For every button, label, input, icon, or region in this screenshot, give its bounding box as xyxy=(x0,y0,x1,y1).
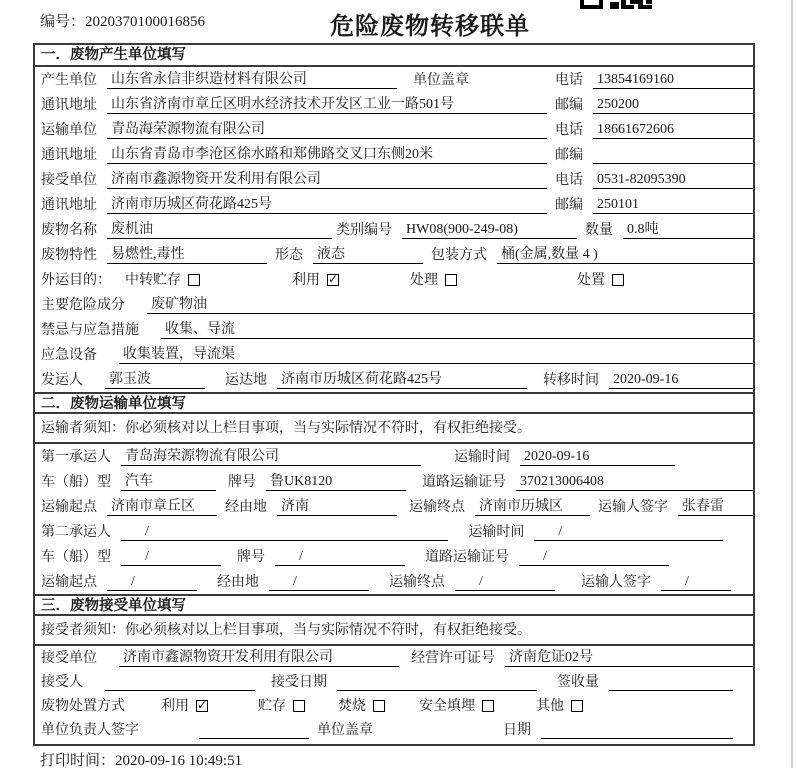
field-value: 18661672606 xyxy=(593,122,753,139)
field-label: 主要危险成分 xyxy=(41,298,125,313)
field-value: 收集、导流 xyxy=(161,318,753,339)
field-label: 单位盖章 xyxy=(317,723,373,738)
field-label: 道路运输证号 xyxy=(425,550,509,565)
field-label: 接受日期 xyxy=(271,675,327,690)
field-label: 单位盖章 xyxy=(413,73,469,88)
form-row-emergency-equipment xyxy=(41,342,753,367)
field-label: 牌号 xyxy=(237,550,265,565)
field-value: 250101 xyxy=(593,197,753,214)
qr-code-fragment-icon xyxy=(580,0,652,9)
section3-notice: 接受者须知：你必须核对以上栏目事项，当与实际情况不符时，有权拒绝接受。 xyxy=(35,616,753,646)
field-label: 产生单位 xyxy=(41,73,97,88)
field-label: 经由地 xyxy=(225,500,267,515)
field-label: 日期 xyxy=(503,723,531,738)
form-row-vehicle-type xyxy=(41,469,753,494)
form-row-shipper xyxy=(41,367,753,392)
form-row-vehicle-type-2 xyxy=(41,544,753,569)
checkbox-label: 处置 xyxy=(577,273,605,288)
field-label: 经由地 xyxy=(217,575,259,590)
field-label: 接受单位 xyxy=(41,651,97,666)
checkbox-option-utilize xyxy=(292,269,339,289)
field-label: 运达地 xyxy=(225,373,267,388)
field-value: 济南市鑫源物资开发利用有限公司 xyxy=(119,646,399,667)
field-label: 运输终点 xyxy=(409,500,465,515)
field-value: 13854169160 xyxy=(593,72,753,89)
field-value: 山东省青岛市李沧区徐水路和郑佛路交叉口东侧20米 xyxy=(107,143,547,164)
checkbox-option-incinerate xyxy=(338,695,385,715)
field-value: 青岛海荣源物流有限公司 xyxy=(121,445,421,466)
field-label: 包装方式 xyxy=(431,248,487,263)
field-label: 邮编 xyxy=(555,198,583,213)
field-value: 鲁UK8120 xyxy=(266,470,406,491)
section1-body xyxy=(35,67,753,392)
field-label: 发运人 xyxy=(41,373,83,388)
field-value: 370213006408 xyxy=(516,474,753,491)
checkbox-option-dispose xyxy=(577,269,624,289)
field-label: 运输单位 xyxy=(41,123,97,138)
field-value: / xyxy=(269,574,369,591)
checkbox-icon xyxy=(327,274,339,286)
form-row-transport-route-2 xyxy=(41,569,753,594)
field-label: 数量 xyxy=(585,223,613,238)
checkbox-label: 利用 xyxy=(161,699,189,714)
field-value xyxy=(541,722,733,739)
field-label: 运输起点 xyxy=(41,575,97,590)
field-value: / xyxy=(121,524,448,541)
checkbox-mark: ✓ xyxy=(197,698,208,712)
form-row-hazard-component xyxy=(41,292,753,317)
field-label: 外运目的： xyxy=(41,273,111,288)
checkbox-option-landfill xyxy=(419,695,494,715)
checkbox-option-treat xyxy=(410,269,457,289)
serial-value: 2020370100016856 xyxy=(85,14,206,30)
field-value: 液态 xyxy=(313,243,423,264)
field-value: 0531-82095390 xyxy=(593,172,753,189)
field-value: 济南市鑫源物资开发利用有限公司 xyxy=(107,168,547,189)
manifest-form xyxy=(33,43,755,746)
field-label: 形态 xyxy=(275,248,303,263)
field-label: 电话 xyxy=(555,73,583,88)
section3-body xyxy=(35,646,753,742)
field-value: 桶(金属,数量 4 ) xyxy=(497,243,753,264)
field-value: 山东省济南市章丘区明水经济技术开发区工业一路501号 xyxy=(107,93,547,114)
field-label: 运输人签字 xyxy=(598,500,668,515)
form-row-first-carrier xyxy=(41,444,753,469)
checkbox-option-utilize xyxy=(161,695,208,715)
field-value: 济南市历城区荷花路425号 xyxy=(107,193,547,214)
checkbox-label: 中转贮存 xyxy=(125,273,181,288)
field-label: 废物名称 xyxy=(41,223,97,238)
checkbox-label: 贮存 xyxy=(258,699,286,714)
checkbox-icon xyxy=(188,274,200,286)
form-row-accept-person xyxy=(41,670,753,694)
field-value: 济南市历城区 xyxy=(475,495,590,516)
field-label: 转移时间 xyxy=(543,373,599,388)
field-value: 废机油 xyxy=(107,218,332,239)
field-value: 250200 xyxy=(593,97,753,114)
field-value: 济南 xyxy=(277,495,397,516)
field-value: / xyxy=(121,549,221,566)
form-row-producer xyxy=(41,67,753,92)
field-label: 车（船）型 xyxy=(41,475,111,490)
field-value xyxy=(105,674,255,691)
field-value: / xyxy=(661,574,731,591)
page-edge-line xyxy=(791,0,793,768)
field-label: 废物处置方式 xyxy=(41,699,125,714)
form-row-transporter xyxy=(41,117,753,142)
field-label: 第二承运人 xyxy=(41,525,111,540)
checkbox-icon xyxy=(293,700,305,712)
field-label: 运输起点 xyxy=(41,500,97,515)
field-value: 郭玉波 xyxy=(105,368,205,389)
checkbox-label: 其他 xyxy=(536,699,564,714)
form-row-receiver-address xyxy=(41,192,753,217)
field-value: / xyxy=(455,574,555,591)
field-value: / xyxy=(275,549,405,566)
field-label: 禁忌与应急措施 xyxy=(41,323,139,338)
form-row-accept-unit xyxy=(41,646,753,670)
form-row-producer-address xyxy=(41,92,753,117)
field-value: 易燃性,毒性 xyxy=(107,243,267,264)
field-label: 邮编 xyxy=(555,98,583,113)
checkbox-label: 焚烧 xyxy=(338,699,366,714)
section2-body xyxy=(35,444,753,594)
form-row-second-carrier xyxy=(41,519,753,544)
field-value: 张春雷 xyxy=(678,495,753,516)
field-value: 济南市历城区荷花路425号 xyxy=(277,368,527,389)
section2-heading: 二．废物运输单位填写 xyxy=(35,392,753,414)
field-label: 电话 xyxy=(555,123,583,138)
checkbox-icon xyxy=(373,700,385,712)
checkbox-icon xyxy=(612,274,624,286)
checkbox-icon xyxy=(445,274,457,286)
field-label: 签收量 xyxy=(557,675,599,690)
form-row-waste-property xyxy=(41,242,753,267)
field-value: 山东省永信非织造材料有限公司 xyxy=(107,68,397,89)
form-row-responsible-signature xyxy=(41,718,753,742)
field-value: 废矿物油 xyxy=(147,293,753,314)
print-time-line xyxy=(40,749,242,768)
form-row-disposal-method xyxy=(41,694,753,718)
checkbox-icon xyxy=(196,700,208,712)
print-time-value: 2020-09-16 10:49:51 xyxy=(115,753,243,768)
form-row-transport-route xyxy=(41,494,753,519)
checkbox-option-store xyxy=(258,695,305,715)
form-row-transporter-address xyxy=(41,142,753,167)
field-value: 2020-09-16 xyxy=(609,372,753,389)
section2-notice: 运输者须知：你必须核对以上栏目事项，当与实际情况不符时，有权拒绝接受。 xyxy=(35,414,753,444)
serial-number-line xyxy=(40,10,205,31)
serial-label: 编号： xyxy=(40,14,86,30)
form-row-emergency-measures xyxy=(41,317,753,342)
page-title: 危险废物转移联单 xyxy=(330,14,530,40)
field-label: 应急设备 xyxy=(41,348,97,363)
checkbox-label: 处理 xyxy=(410,273,438,288)
checkbox-option-other xyxy=(536,695,583,715)
section1-heading: 一．废物产生单位填写 xyxy=(35,45,753,67)
checkbox-option-transfer-storage xyxy=(125,269,200,289)
field-label: 接受单位 xyxy=(41,173,97,188)
field-value xyxy=(609,674,733,691)
checkbox-label: 利用 xyxy=(292,273,320,288)
field-label: 接受人 xyxy=(41,675,83,690)
field-value xyxy=(199,722,309,739)
field-label: 邮编 xyxy=(555,148,583,163)
field-value: 收集装置，导流渠 xyxy=(119,343,753,364)
field-value: 济南危证02号 xyxy=(505,646,753,667)
field-value: 2020-09-16 xyxy=(520,449,675,466)
checkbox-label: 安全填埋 xyxy=(419,699,475,714)
field-value: / xyxy=(107,574,197,591)
form-row-waste-name xyxy=(41,217,753,242)
field-label: 废物特性 xyxy=(41,248,97,263)
form-row-outbound-purpose xyxy=(41,267,753,292)
field-value: 青岛海荣源物流有限公司 xyxy=(107,118,547,139)
field-label: 道路运输证号 xyxy=(422,475,506,490)
field-label: 第一承运人 xyxy=(41,450,111,465)
checkbox-icon xyxy=(571,700,583,712)
checkbox-mark: ✓ xyxy=(328,272,339,286)
field-label: 运输终点 xyxy=(389,575,445,590)
field-value: / xyxy=(519,549,669,566)
field-label: 通讯地址 xyxy=(41,198,97,213)
field-value: HW08(900-249-08) xyxy=(402,222,577,239)
field-label: 单位负责人签字 xyxy=(41,723,139,738)
form-row-receiver xyxy=(41,167,753,192)
field-label: 运输时间 xyxy=(454,450,510,465)
field-value xyxy=(593,147,753,164)
field-label: 运输人签字 xyxy=(581,575,651,590)
field-value xyxy=(337,674,537,691)
checkbox-icon xyxy=(482,700,494,712)
field-value: 济南市章丘区 xyxy=(107,495,217,516)
field-label: 牌号 xyxy=(228,475,256,490)
field-value: 汽车 xyxy=(121,470,216,491)
field-value: / xyxy=(534,524,723,541)
print-time-label: 打印时间： xyxy=(40,753,116,768)
field-label: 车（船）型 xyxy=(41,550,111,565)
field-label: 运输时间 xyxy=(468,525,525,540)
field-label: 通讯地址 xyxy=(41,98,97,113)
field-value: 0.8吨 xyxy=(623,218,753,239)
field-label: 通讯地址 xyxy=(41,148,97,163)
field-label: 经营许可证号 xyxy=(411,651,495,666)
section3-heading: 三．废物接受单位填写 xyxy=(35,594,753,616)
field-label: 电话 xyxy=(555,173,583,188)
field-label: 类别编号 xyxy=(336,223,392,238)
